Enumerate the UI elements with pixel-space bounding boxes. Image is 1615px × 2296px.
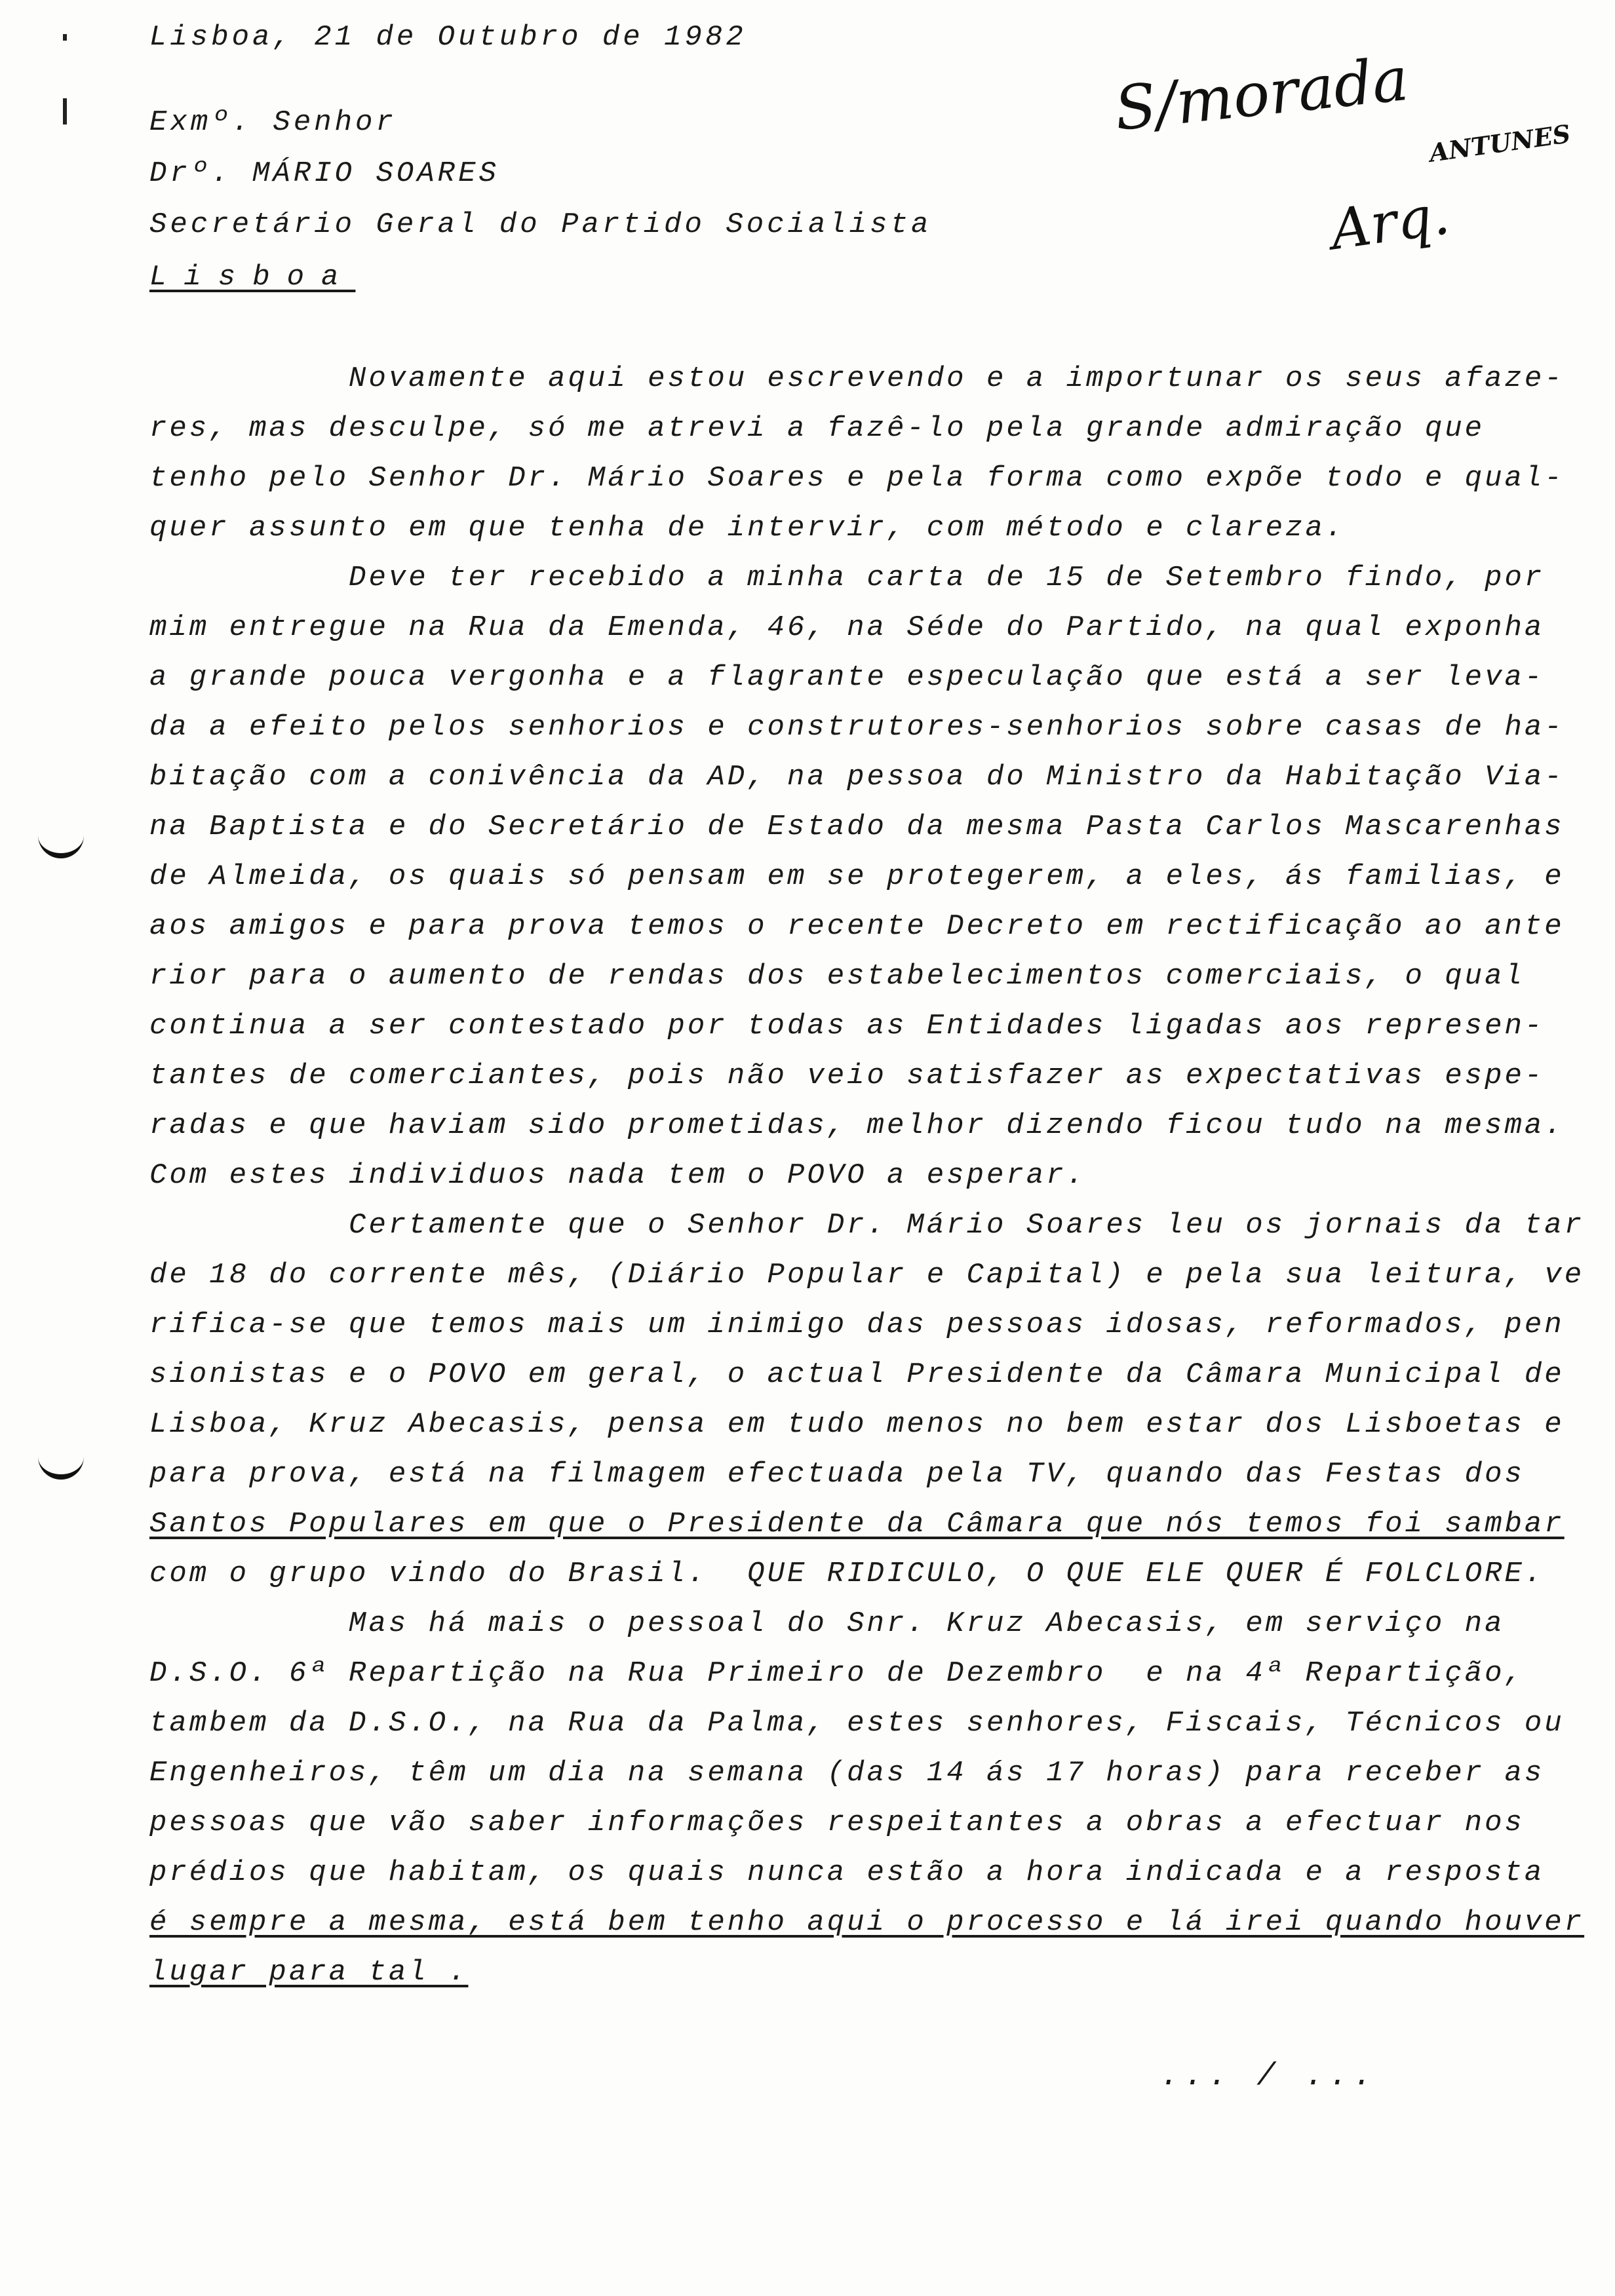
body-line: na Baptista e do Secretário de Estado da mesma Pasta Carlos Mascarenhas	[149, 811, 1565, 843]
body-line: tambem da D.S.O., na Rua da Palma, estes senhores, Fiscais, Técnicos ou	[149, 1707, 1565, 1740]
body-line-underlined: Santos Populares em que o Presidente da Câmara que nós temos foi sambar	[149, 1508, 1565, 1540]
body-line: de Almeida, os quais só pensam em se protegerem, a eles, ás familias, e	[149, 860, 1565, 893]
letter-body	[149, 354, 1591, 1997]
body-line: da a efeito pelos senhorios e construtores-senhorios sobre casas de ha-	[149, 711, 1565, 744]
body-line: radas e que haviam sido prometidas, melhor dizendo ficou tudo na mesma.	[149, 1109, 1565, 1142]
body-line: res, mas desculpe, só me atrevi a fazê-lo pela grande admiração que	[149, 412, 1485, 445]
body-line: Novamente aqui estou escrevendo e a importunar os seus afaze-	[149, 362, 1565, 395]
body-line: D.S.O. 6ª Repartição na Rua Primeiro de Dezembro e na 4ª Repartição,	[149, 1657, 1525, 1690]
recipient-city: Lisboa	[149, 261, 356, 294]
body-line: rior para o aumento de rendas dos estabelecimentos comerciais, o qual	[149, 960, 1525, 993]
punch-hole	[38, 827, 84, 858]
body-line: aos amigos e para prova temos o recente Decreto em rectificação ao ante	[149, 910, 1565, 943]
recipient-position: Secretário Geral do Partido Socialista	[149, 208, 932, 241]
salutation-title: Exmº. Senhor	[149, 106, 397, 139]
page-continuation: ... / ...	[1160, 2059, 1378, 2094]
body-line: Engenheiros, têm um dia na semana (das 14 ás 17 horas) para receber as	[149, 1757, 1545, 1789]
body-line-underlined: lugar para tal .	[149, 1956, 469, 1989]
body-line: com o grupo vindo do Brasil. QUE RIDICULO, O QUE ELE QUER É FOLCLORE.	[149, 1558, 1545, 1590]
body-line: Certamente que o Senhor Dr. Mário Soares leu os jornais da tar	[149, 1209, 1585, 1242]
body-line: tantes de comerciantes, pois não veio satisfazer as expectativas espe-	[149, 1060, 1545, 1092]
handwritten-note-name: ANTUNES	[1427, 119, 1572, 168]
body-line-underlined: é sempre a mesma, está bem tenho aqui o processo e lá irei quando houver	[149, 1906, 1585, 1939]
body-line: a grande pouca vergonha e a flagrante especulação que está a ser leva-	[149, 661, 1545, 694]
recipient-name: Drº. MÁRIO SOARES	[149, 157, 499, 190]
margin-mark	[63, 98, 67, 124]
body-line: quer assunto em que tenha de intervir, com método e clareza.	[149, 512, 1346, 545]
body-line: continua a ser contestado por todas as Entidades ligadas aos represen-	[149, 1010, 1545, 1043]
body-line: de 18 do corrente mês, (Diário Popular e Capital) e pela sua leitura, ve	[149, 1259, 1585, 1292]
body-line: bitação com a conivência da AD, na pessoa do Ministro da Habitação Via-	[149, 761, 1565, 794]
body-line: Mas há mais o pessoal do Snr. Kruz Abecasis, em serviço na	[149, 1607, 1505, 1640]
body-line: mim entregue na Rua da Emenda, 46, na Séde do Partido, na qual exponha	[149, 611, 1545, 644]
body-line: Com estes individuos nada tem o POVO a esperar.	[149, 1159, 1087, 1192]
body-line: tenho pelo Senhor Dr. Mário Soares e pela forma como expõe todo e qual-	[149, 462, 1565, 495]
body-line: Deve ter recebido a minha carta de 15 de Setembro findo, por	[149, 562, 1545, 594]
body-line: prédios que habitam, os quais nunca estão a hora indicada e a resposta	[149, 1856, 1545, 1889]
handwritten-note-archive: Arq.	[1327, 182, 1454, 263]
handwritten-note-address: S/morada	[1111, 43, 1412, 145]
body-line: Lisboa, Kruz Abecasis, pensa em tudo menos no bem estar dos Lisboetas e	[149, 1408, 1565, 1441]
body-line: rifica-se que temos mais um inimigo das pessoas idosas, reformados, pen	[149, 1309, 1565, 1341]
letter-date: Lisboa, 21 de Outubro de 1982	[149, 21, 747, 54]
punch-hole	[38, 1448, 84, 1480]
body-line: para prova, está na filmagem efectuada pela TV, quando das Festas dos	[149, 1458, 1525, 1491]
body-line: sionistas e o POVO em geral, o actual Presidente da Câmara Municipal de	[149, 1358, 1565, 1391]
margin-mark	[63, 34, 67, 41]
body-line: pessoas que vão saber informações respeitantes a obras a efectuar nos	[149, 1807, 1525, 1839]
